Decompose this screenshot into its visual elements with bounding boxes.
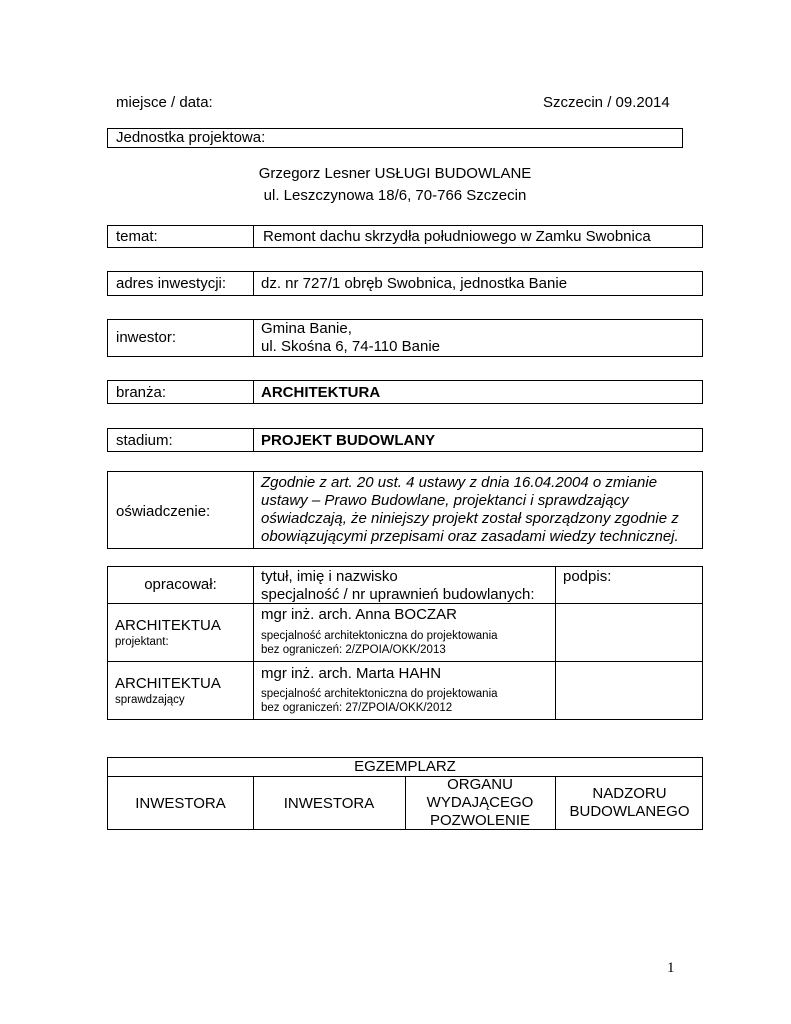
authors-table <box>107 566 703 720</box>
stage-label: stadium: <box>116 432 173 449</box>
investor-row <box>107 319 703 357</box>
author-1-role: projektant: <box>115 636 169 648</box>
authors-header-title: tytuł, imię i nazwisko <box>261 568 398 585</box>
author-1-spec: specjalność architektoniczna do projektowania <box>261 630 498 642</box>
author-2-role: sprawdzający <box>115 694 185 706</box>
investor-name: Gmina Banie, <box>261 320 352 337</box>
author-2-name: mgr inż. arch. Marta HAHN <box>261 665 442 682</box>
authors-header-prepared: opracował: <box>144 576 217 593</box>
author-2-branch: ARCHITEKTUA <box>115 675 221 692</box>
place-date-value: Szczecin / 09.2014 <box>543 94 670 111</box>
author-1-branch: ARCHITEKTUA <box>115 617 221 634</box>
copies-supervision-line-1: NADZORU <box>592 785 667 802</box>
copies-authority-line-2: WYDAJĄCEGO <box>426 794 534 811</box>
statement-line-1: Zgodnie z art. 20 ust. 4 ustawy z dnia 16.04.2004 o zmianie <box>261 474 658 491</box>
stage-value: PROJEKT BUDOWLANY <box>261 432 436 449</box>
authors-header-spec: specjalność / nr uprawnień budowlanych: <box>261 586 535 603</box>
design-unit-label: Jednostka projektowa: <box>116 129 266 146</box>
page-number: 1 <box>667 960 675 976</box>
company-address: ul. Leszczynowa 18/6, 70-766 Szczecin <box>263 187 527 204</box>
copies-authority-line-3: POZWOLENIE <box>429 812 530 829</box>
investor-address: ul. Skośna 6, 74-110 Banie <box>261 338 441 355</box>
statement-row <box>107 471 703 549</box>
company-name: Grzegorz Lesner USŁUGI BUDOWLANE <box>258 165 532 182</box>
branch-value: ARCHITEKTURA <box>261 384 381 401</box>
branch-row <box>107 380 703 404</box>
statement-line-4: obowiązującymi przepisami oraz zasadami wiedzy technicznej. <box>261 528 679 545</box>
topic-row <box>107 225 703 248</box>
copies-supervision-line-2: BUDOWLANEGO <box>569 803 690 820</box>
statement-line-2: ustawy – Prawo Budowlane, projektanci i sprawdzający <box>261 492 629 509</box>
copies-table <box>107 757 703 830</box>
copies-authority-line-1: ORGANU <box>447 776 513 793</box>
topic-value: Remont dachu skrzydła południowego w Zamku Swobnica <box>263 228 651 245</box>
design-unit-box <box>107 128 683 148</box>
address-row <box>107 271 703 296</box>
statement-label: oświadczenie: <box>116 503 211 520</box>
statement-line-3: oświadczają, że niniejszy projekt został sporządzony zgodnie z <box>261 510 679 527</box>
author-2-signature-cell <box>555 661 704 719</box>
copies-investor-1: INWESTORA <box>135 795 226 812</box>
address-value: dz. nr 727/1 obręb Swobnica, jednostka Banie <box>261 275 568 292</box>
author-2-spec: specjalność architektoniczna do projektowania <box>261 688 498 700</box>
author-1-licence: bez ograniczeń: 2/ZPOIA/OKK/2013 <box>261 644 446 656</box>
author-1-name: mgr inż. arch. Anna BOCZAR <box>261 606 457 623</box>
copies-investor-2: INWESTORA <box>283 795 375 812</box>
author-2-licence: bez ograniczeń: 27/ZPOIA/OKK/2012 <box>261 702 453 714</box>
address-label: adres inwestycji: <box>116 275 227 292</box>
stage-row <box>107 428 703 452</box>
investor-label: inwestor: <box>116 329 177 346</box>
branch-label: branża: <box>116 384 167 401</box>
topic-label: temat: <box>116 228 158 245</box>
author-1-signature-cell <box>555 603 704 661</box>
place-date-label: miejsce / data: <box>116 94 213 111</box>
authors-header-signature: podpis: <box>563 568 612 585</box>
copies-title: EGZEMPLARZ <box>354 758 456 775</box>
